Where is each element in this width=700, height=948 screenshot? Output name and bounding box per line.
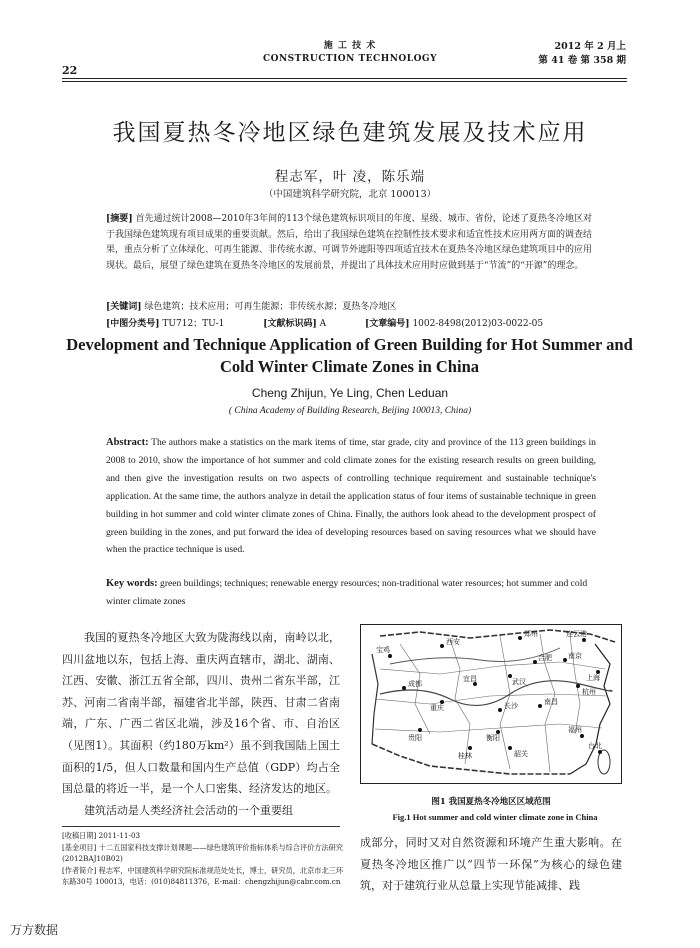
city-label: 长沙: [504, 702, 518, 710]
abstract-cn: [106, 212, 592, 274]
clc-value: TU712；TU-1: [162, 319, 225, 329]
header-rule-thin: [62, 81, 627, 82]
city-label: 合肥: [538, 654, 552, 662]
authors-cn: 程志军，叶 凌，陈乐端: [274, 169, 426, 185]
footnote-rule: [62, 826, 340, 827]
city-label: 南京: [568, 652, 582, 660]
article-no-value: 1002-8498(2012)03-0022-05: [412, 319, 544, 329]
city-label: 郑州: [524, 630, 538, 638]
city-label: 连云港: [566, 630, 587, 638]
city-label: 成都: [408, 680, 422, 688]
journal-title-cn: 施 工 技 术: [323, 41, 377, 51]
journal-title-en: CONSTRUCTION TECHNOLOGY: [262, 54, 438, 64]
city-label: 桂林: [458, 752, 472, 760]
clc: [106, 316, 224, 329]
climate-zone-map: [360, 624, 622, 784]
city-label: 南昌: [544, 698, 558, 706]
article-no-label: [文章编号]: [365, 319, 410, 329]
abstract-cn-text: 首先通过统计2008—2010年3年间的113个绿色建筑标识项目的年度、星级、城市、省份，论述了夏热冬冷地区对于我国绿色建筑现有项目成果的重要贡献。然后，给出了我国绿色建筑在控制性技术要求和适宜性技术应用两方面的调查结果，重点分析了立体绿化、可再生能源、非传统水源、可调节外遮阳等四项适宜技术在夏热冬冷地区绿色建筑项目中的应用现状。最后，展望了绿色建筑在夏热冬冷地区的发展前景，并提出了具体技术应用时应做到基于“节流”的“开源”的理念。: [106, 214, 593, 271]
doc-code-value: A: [319, 319, 327, 329]
city-label: 武汉: [512, 678, 526, 686]
figure-caption-en: Fig.1 Hot summer and cold winter climate zone in China: [392, 812, 598, 822]
body-paragraph-1: 我国的夏热冬冷地区大致为陇海线以南，南岭以北，四川盆地以东，包括上海、重庆两直辖市，湖北、湖南、江西、安徽、浙江五省全部，四川、贵州二省东半部，江苏、河南二省南半部，福建省北半部，陕西、甘肃二省南端，广东、广西二省区北端，涉及16个省、市、自治区（见图1）。其面积（约180万km²）虽不到我国陆上国土面积的1/5，但人口数量和国内生产总值（GDP）均占全国总量的将近一半，是一个人口密集、经济发达的地区。: [62, 631, 340, 796]
issue-info: [538, 40, 626, 68]
city-label: 杭州: [582, 688, 596, 696]
doc-code-label: [文献标识码]: [263, 319, 317, 329]
footnote-fund: [基金项目] 十二五国家科技支撑计划课题——绿色建筑评价指标体系与综合评价方法研究(2012BAJ10B02): [62, 842, 344, 863]
header-rule: [62, 78, 627, 79]
authors-en: Cheng Zhijun, Ye Ling, Chen Leduan: [251, 386, 449, 400]
body-left-column: [62, 627, 340, 821]
figure-caption-cn: 图1 我国夏热冬冷地区区域范围: [431, 797, 551, 807]
keywords-cn-label: [关键词]: [106, 302, 142, 312]
city-label: 宜昌: [463, 675, 477, 683]
keywords-en-text: green buildings; techniques; renewable energy resources; non-traditional water resources; hot summer and cold winter climate zones: [106, 578, 588, 607]
body-right-column: 成部分，同时又对自然资源和环境产生重大影响。在夏热冬冷地区推广以“四节一环保”为核心的绿色建筑，对于建筑行业从总量上实现节能减排、践: [360, 836, 622, 893]
city-label: 宝鸡: [376, 646, 390, 654]
title-cn: 我国夏热冬冷地区绿色建筑发展及技术应用: [112, 120, 588, 146]
city-label: 衡阳: [486, 734, 500, 742]
affiliation-cn: （中国建筑科学研究院，北京 100013）: [263, 189, 437, 200]
page-number: 22: [62, 64, 78, 77]
city-label: 贵阳: [408, 734, 422, 742]
abstract-cn-label: [摘要]: [106, 214, 133, 224]
keywords-cn: [106, 299, 592, 312]
city-label: 西安: [446, 638, 460, 646]
keywords-en: [106, 575, 596, 610]
city-label: 重庆: [430, 704, 444, 712]
city-label: 台北: [588, 742, 602, 750]
footnote-author: [作者简介] 程志军，中国建筑科学研究院标准规范处处长，博士，研究员，北京市北三环东路30号 100013，电话：(010)84811376，E-mail：chengzhijun@cabr.com.cn: [62, 865, 344, 886]
footnotes: [62, 830, 344, 888]
issue-date: 2012 年 2 月上: [554, 41, 626, 52]
issue-volume: 第 41 卷 第 358 期: [538, 55, 626, 66]
city-label: 上海: [586, 674, 600, 682]
abstract-en: [106, 434, 596, 559]
footnote-received: [收稿日期] 2011-11-03: [62, 831, 141, 840]
watermark: 万方数据: [10, 923, 59, 937]
article-no: [365, 316, 543, 329]
doc-code: [263, 316, 326, 329]
clc-label: [中图分类号]: [106, 319, 160, 329]
city-label: 福州: [568, 726, 582, 734]
keywords-en-label: Key words:: [106, 578, 158, 589]
classification-line: [106, 316, 606, 329]
body-paragraph-2: 建筑活动是人类经济社会活动的一个重要组: [84, 803, 293, 817]
title-en: Development and Technique Application of Green Building for Hot Summer and Cold Winter Climate Zones in China: [66, 335, 633, 376]
abstract-en-text: The authors make a statistics on the mark items of time, star grade, city and province of the 113 green buildings in 2008 to 2010, show the importance of hot summer and cold climate zones for the existing research results on green building, and then give the investigation results on two aspects of controlling technique requirement and sustainable technique's application. At the same time, the authors analyze in detail the application status of four items of sustainable technique in green building in hot summer and cold winter climate zones of China. Finally, the authors look ahead to the development prospect of green building in the zones, and put forward the idea of developing resources based on saving resources what we should have when the practice technique is used.: [106, 437, 596, 556]
abstract-en-label: Abstract:: [106, 437, 149, 448]
affiliation-en: ( China Academy of Building Research, Beijing 100013, China): [228, 406, 472, 416]
city-label: 韶关: [514, 750, 528, 758]
keywords-cn-text: 绿色建筑；技术应用；可再生能源；非传统水源；夏热冬冷地区: [144, 302, 397, 312]
